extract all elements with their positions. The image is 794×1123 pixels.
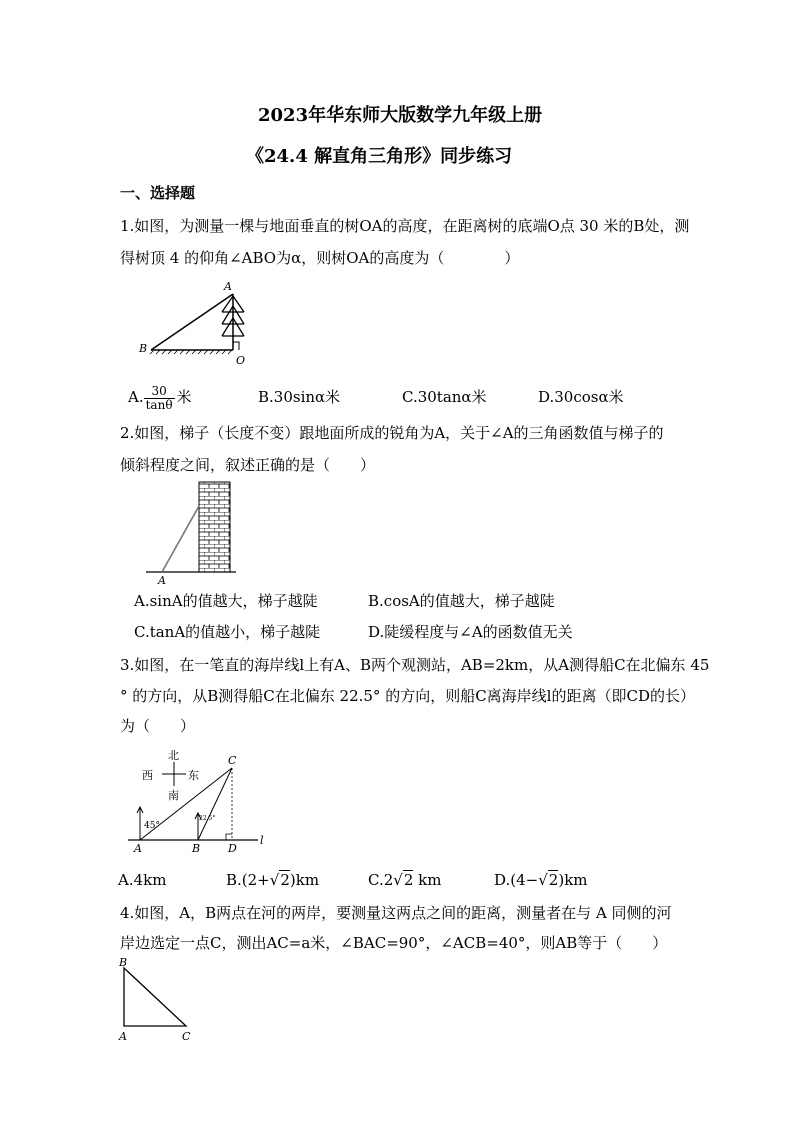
q1-option-a-prefix: A.	[128, 388, 144, 406]
q3-coast-figure	[126, 748, 266, 856]
q3-angle-22: 22.5°	[199, 815, 216, 822]
sqrt-icon: √	[538, 871, 548, 889]
q2-ladder-figure	[144, 480, 240, 587]
q4-triangle-figure	[114, 956, 198, 1044]
q1-option-a-unit: 米	[176, 388, 192, 406]
q3-option-a[interactable]: A.4km	[118, 871, 167, 889]
q2-option-c[interactable]: C.tanA的值越小，梯子越陡	[134, 623, 321, 641]
q4-label-a: A	[119, 1030, 127, 1043]
q3-option-d-post: )km	[558, 871, 588, 889]
q1-label-b: B	[139, 342, 148, 355]
q3-label-l: l	[260, 834, 264, 847]
q3-compass-north: 北	[168, 749, 179, 762]
q3-label-c: C	[228, 754, 237, 767]
q1-option-a-denominator: tanθ	[145, 397, 173, 412]
q2-option-b[interactable]: B.cosA的值越大，梯子越陡	[368, 592, 555, 610]
q3-option-b-radicand: 2	[280, 871, 290, 889]
q1-option-a[interactable]	[128, 384, 192, 412]
q3-text-line1: 3.如图，在一笔直的海岸线l上有A、B两个观测站，AB=2km，从A测得船C在北偏东 45	[120, 656, 710, 674]
q2-option-a[interactable]: A.sinA的值越大，梯子越陡	[134, 592, 318, 610]
q1-label-o: O	[236, 354, 246, 367]
q1-text-line1: 1.如图，为测量一棵与地面垂直的树OA的高度，在距离树的底端O点 30 米的B处，测	[120, 217, 690, 235]
q3-option-b[interactable]	[226, 870, 319, 890]
q1-option-b[interactable]: B.30sinα米	[258, 388, 341, 406]
q1-label-a: A	[224, 280, 232, 293]
q1-tree-figure	[136, 280, 256, 367]
q3-option-d-pre: D.(4−	[494, 871, 539, 889]
q2-text-line2: 倾斜程度之间，叙述正确的是（ ）	[120, 456, 376, 474]
q3-option-b-pre: B.(2+	[226, 871, 270, 889]
q3-option-c-pre: C.2	[368, 871, 394, 889]
sqrt-icon: √	[269, 871, 280, 889]
q1-option-a-numerator: 30	[144, 385, 175, 399]
q3-option-c-radicand: 2	[403, 871, 414, 889]
section-heading: 一、选择题	[120, 184, 196, 202]
q1-option-d[interactable]: D.30cosα米	[538, 388, 624, 406]
q3-option-b-post: )km	[289, 871, 320, 889]
q4-label-c: C	[182, 1030, 191, 1043]
q2-label-a: A	[158, 574, 166, 587]
q3-angle-45: 45°	[144, 821, 160, 831]
q3-text-line3: 为（ ）	[120, 717, 196, 735]
q4-text-line2: 岸边选定一点C，测出AC=a米，∠BAC=90°，∠ACB=40°，则AB等于（ ）	[120, 934, 668, 952]
q3-label-a: A	[134, 842, 142, 855]
q1-option-c[interactable]: C.30tanα米	[402, 388, 487, 406]
q3-option-d-radicand: 2	[548, 871, 559, 889]
q3-label-b: B	[192, 842, 201, 855]
q3-label-d: D	[228, 842, 237, 855]
document-subtitle: 《24.4 解直角三角形》同步练习	[246, 146, 513, 167]
q2-text-line1: 2.如图，梯子（长度不变）跟地面所成的锐角为A，关于∠A的三角函数值与梯子的	[120, 424, 664, 442]
q3-text-line2: ° 的方向，从B测得船C在北偏东 22.5° 的方向，则船C离海岸线l的距离（即CD的长）	[120, 687, 695, 705]
q4-label-b: B	[119, 956, 128, 969]
q4-text-line1: 4.如图，A，B两点在河的两岸，要测量这两点之间的距离，测量者在与 A 同侧的河	[120, 904, 672, 922]
sqrt-icon: √	[393, 871, 403, 889]
q1-text-line2: 得树顶 4 的仰角∠ABO为α，则树OA的高度为（ ）	[120, 249, 520, 267]
document-title: 2023年华东师大版数学九年级上册	[258, 105, 543, 126]
q3-compass-east: 东	[188, 769, 199, 782]
q3-option-c-post: km	[413, 871, 442, 889]
q3-compass-south: 南	[168, 789, 179, 802]
q3-compass-west: 西	[142, 769, 153, 782]
q3-option-c[interactable]	[368, 870, 441, 890]
q3-option-d[interactable]	[494, 870, 588, 890]
q2-option-d[interactable]: D.陡缓程度与∠A的函数值无关	[368, 623, 573, 641]
